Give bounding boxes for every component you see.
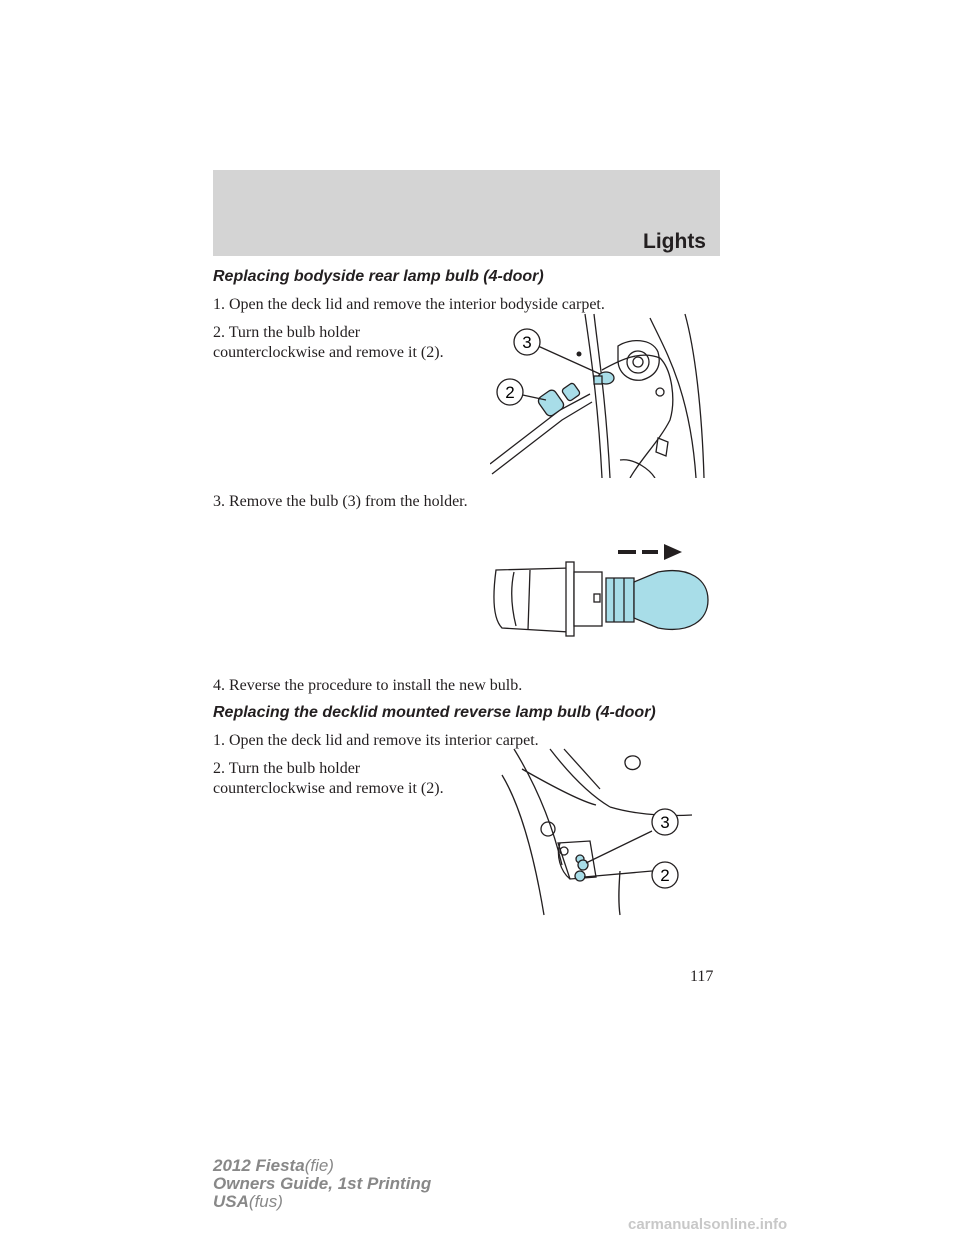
callout-3-decklid: 3 [660, 813, 670, 832]
footer-market: USA [213, 1192, 249, 1211]
section2-heading: Replacing the decklid mounted reverse lamp bulb (4-door) [213, 704, 656, 721]
section2-step1: 1. Open the deck lid and remove its interior carpet. [213, 732, 539, 749]
bulb-glyph [606, 571, 708, 630]
callout-2: 2 [505, 383, 515, 402]
callout-2-decklid: 2 [660, 866, 670, 885]
section2-step2: 2. Turn the bulb holder counterclockwise and remove it (2). [213, 760, 444, 797]
footer-edition: Owners Guide, 1st Printing [213, 1174, 432, 1193]
bodyside-lamp-illustration [490, 310, 720, 478]
footer-model-code: (fie) [304, 1156, 334, 1175]
footer-block [213, 1157, 431, 1211]
section-title: Lights [643, 230, 706, 253]
section1-step2: 2. Turn the bulb holder counterclockwise and remove it (2). [213, 324, 444, 361]
callout-3: 3 [522, 333, 532, 352]
bulb-holder-glyph [536, 372, 614, 418]
watermark-link[interactable]: carmanualsonline.info [628, 1216, 788, 1233]
section1-step4: 4. Reverse the procedure to install the new bulb. [213, 677, 523, 694]
section1-step3: 3. Remove the bulb (3) from the holder. [213, 493, 468, 510]
section1-heading: Replacing bodyside rear lamp bulb (4-door) [213, 268, 544, 285]
page-number: 117 [690, 968, 714, 985]
section1-step1: 1. Open the deck lid and remove the interior bodyside carpet. [213, 296, 605, 313]
arrow-head-icon [664, 544, 682, 560]
footer-model: 2012 Fiesta [213, 1156, 305, 1175]
footer-market-code: (fus) [248, 1192, 283, 1211]
section-header-bar [213, 170, 720, 256]
decklid-lamp-illustration [500, 745, 700, 917]
bulb-removal-illustration [490, 540, 720, 640]
